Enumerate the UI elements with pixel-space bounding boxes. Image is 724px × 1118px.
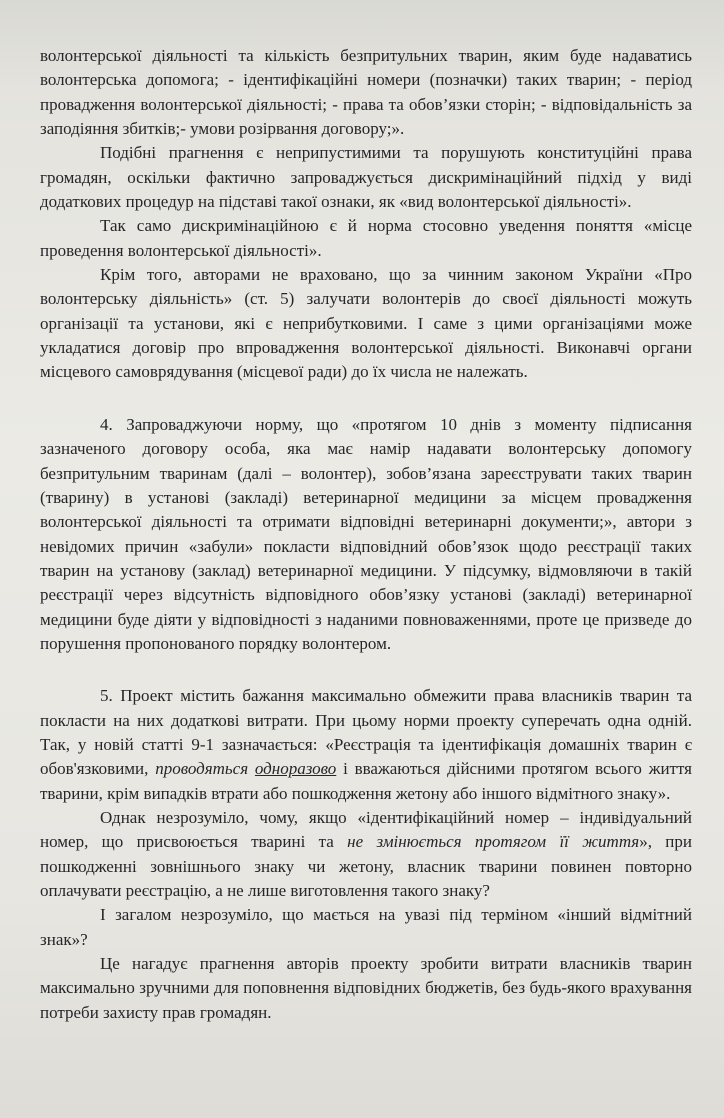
section-5-text-end: і вважаються дійсними протягом всього життя тварини, крім випадків втрати або пошкодження жетону або іншого відмітного знаку». xyxy=(40,759,692,803)
paragraph-gap xyxy=(40,656,692,684)
paragraph-intro: волонтерської діяльності та кількість безпритульних тварин, яким буде надаватись волонтерська допомога; - ідентифікаційні номери (позначки) таких тварин; - період провадження волонтерської діяльності; - права та обов’язки сторін; - відповідальність за заподіяння збитків;- умови розірвання договору;». xyxy=(40,46,692,139)
unclear-text-end: », при пошкодженні зовнішнього знаку чи жетону, власник тварини повинен повторно оплачувати реєстрацію, а не лише виготовлення такого знаку? xyxy=(40,832,692,900)
section-5-italic-text: проводяться xyxy=(155,759,249,779)
paragraph-discrimination-2: Так само дискримінаційною є й норма стосовно уведення поняття «місце проведення волонтерської діяльності». xyxy=(40,216,692,260)
paragraph-unclear xyxy=(40,806,692,903)
section-5-underlined-italic-text: одноразово xyxy=(254,759,337,779)
section-5-text-start: 5. Проект містить бажання максимально обмежити права власників тварин та покласти на них додаткові витрати. При цьому норми проекту суперечать одна одній. Так, у новій статті 9-1 зазначається: «Реєстрація та ідентифікація домашніх тварин є обов'язковими, xyxy=(40,686,692,779)
paragraph-section-5 xyxy=(40,684,692,806)
unclear-italic-text: не змінюється протягом її життя xyxy=(347,832,640,852)
paragraph-other-sign: І загалом незрозуміло, що мається на увазі під терміном «інший відмітний знак»? xyxy=(40,905,692,949)
paragraph-law-reference: Крім того, авторами не враховано, що за чинним законом України «Про волонтерську діяльність» (ст. 5) залучати волонтерів до своєї діяльності можуть організації та установи, які є неприбутковими. І саме з цими організаціями може укладатися договір про впровадження волонтерської діяльності. Виконавчі органи місцевого самоврядування (місцевої ради) до їх числа не належать. xyxy=(40,265,692,382)
unclear-text-start: Однак незрозуміло, чому, якщо «ідентифікаційний номер – індивідуальний номер, що присвоюється тварині та xyxy=(40,807,692,852)
paragraph-section-4: 4. Запроваджуючи норму, що «протягом 10 днів з моменту підписання зазначеного договору особа, яка має намір надавати волонтерську допомогу безпритульним тваринам (далі – волонтер), зобов’язана зареєструвати таких тварин (тварину) в установі (закладі) ветеринарної медицини за місцем провадження волонтерської діяльності та отримати відповідні ветеринарні документи;», автори з невідомих причин «забули» покласти відповідний обов’язок щодо реєстрації таких тварин на установу (заклад) ветеринарної медицини. У підсумку, відмовляючи в такій реєстрації через відсутність відповідного обов’язку установі (закладі) ветеринарної медицини буде діяти у відповідності з наданими повноваженнями, проте це призведе до порушення пропонованого порядку волонтером. xyxy=(40,414,692,653)
paragraph-discrimination-1: Подібні прагнення є неприпустимими та порушують конституційні права громадян, оскільки фактично запроваджується дискримінаційний підхід у виді додаткових процедур на підставі такої ознаки, як «вид волонтерської діяльності». xyxy=(40,143,692,212)
paragraph-gap xyxy=(40,385,692,413)
document-body xyxy=(40,44,692,1025)
paragraph-conclusion: Це нагадує прагнення авторів проекту зробити витрати власників тварин максимально зручними для поповнення відповідних бюджетів, без будь-якого врахування потреби захисту прав громадян. xyxy=(40,954,692,1022)
